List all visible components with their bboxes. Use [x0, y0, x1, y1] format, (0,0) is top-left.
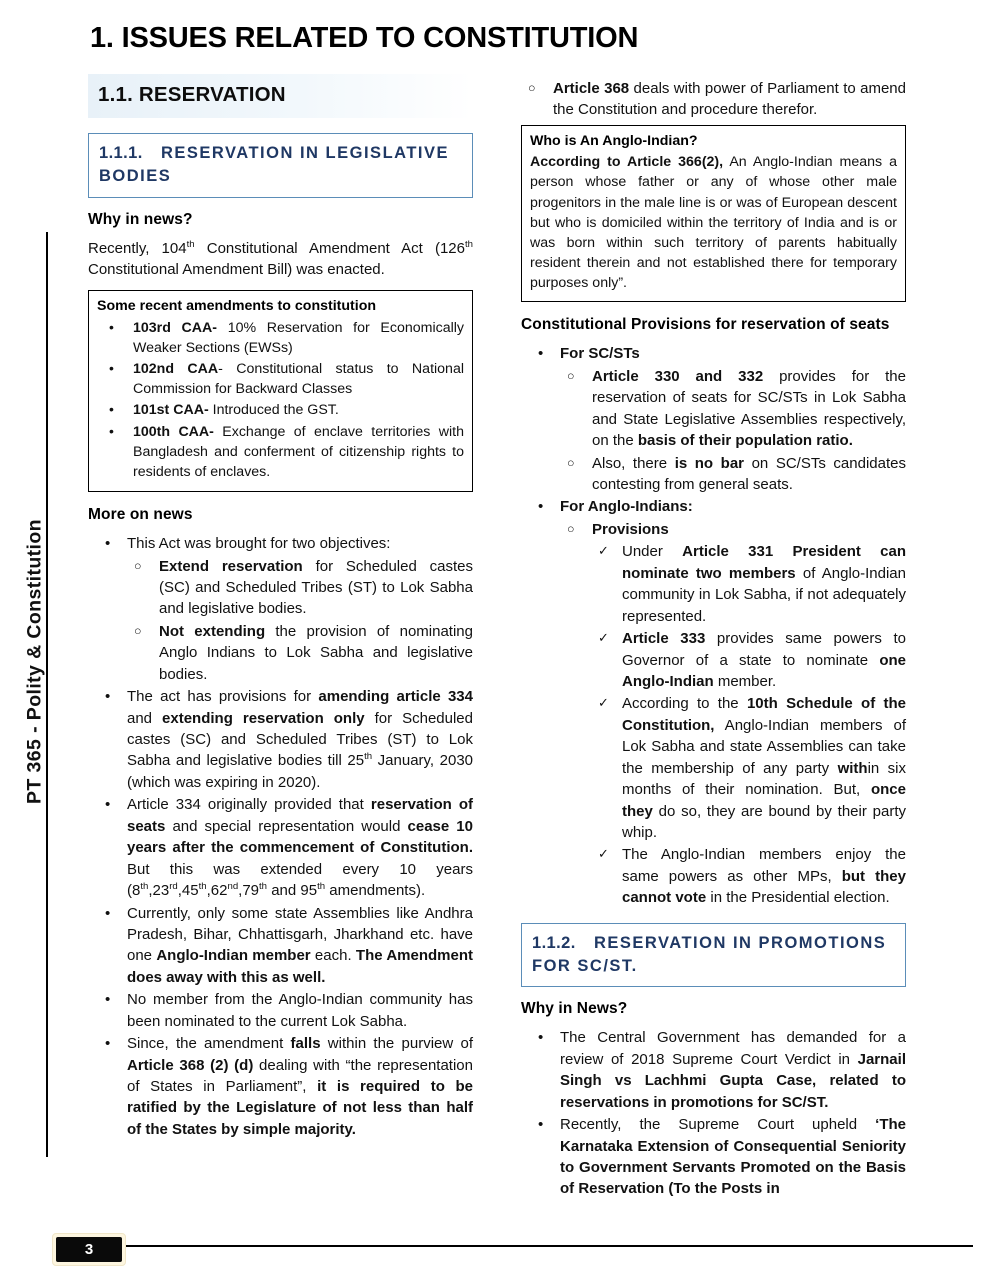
chk3-b3: once they	[622, 781, 906, 820]
anglo-sublist	[560, 519, 906, 909]
prom-b1-b1: Jarnail Singh vs Lachhmi Gupta Case, related to reservations in promotions for SC/ST.	[560, 1050, 906, 1111]
chk2-b1: Article 333	[622, 630, 706, 648]
provisions-list	[521, 343, 906, 908]
list-item	[592, 693, 906, 843]
objective-2-rest: the provision of nominating Anglo Indians to Lok Sabha and legislative bodies.	[159, 622, 473, 683]
list-item	[88, 794, 473, 901]
mon-b2-p1: The act has provisions for	[127, 688, 319, 706]
list-item	[88, 903, 473, 989]
scst-label: For SC/STs	[560, 345, 640, 363]
section-heading-1-1: 1.1. RESERVATION	[88, 74, 473, 118]
amendment-label: 102nd CAA	[133, 361, 219, 378]
list-item	[592, 541, 906, 627]
anglo-label: For Anglo-Indians:	[560, 498, 693, 516]
list-item	[521, 78, 906, 121]
disc-bullet-icon: •	[109, 360, 114, 377]
scst-s1-mid: provides for the reservation of seats for SC/STs in Lok Sabha and State Legislative Assemblies respectively, on the	[592, 367, 906, 450]
chk1-p1: Under	[622, 543, 683, 561]
mon-b3-sup3: th	[198, 881, 207, 893]
why-in-news-heading-2: Why in News?	[521, 1000, 628, 1018]
mon-b4-p2: each.	[310, 947, 356, 965]
mon-b2-sup: th	[364, 751, 373, 763]
article368-text: deals with power of Parliament to amend the Constitution and procedure therefor.	[553, 80, 906, 119]
chk2-p1: provides same powers to Governor of a state to nominate	[622, 630, 906, 669]
circle-bullet-icon: ○	[134, 558, 142, 573]
amendment-text: Introduced the GST.	[208, 402, 339, 419]
mon-b6-b2: Article 368 (2) (d)	[127, 1056, 254, 1074]
mon-b1-text: This Act was brought for two objectives:	[127, 535, 391, 553]
mon-b6-p1: Since, the amendment	[127, 1035, 291, 1053]
disc-bullet-icon: •	[105, 904, 111, 922]
right-column	[521, 74, 906, 1201]
chk3-b1: 10th Schedule of the Constitution,	[622, 695, 906, 734]
disc-bullet-icon: •	[109, 401, 114, 418]
amendments-box-title: Some recent amendments to constitution	[97, 298, 377, 315]
chk4-p2: in the Presidential election.	[706, 889, 890, 907]
mon-b5: No member from the Anglo-Indian community has been nominated to the current Lok Sabha.	[127, 991, 473, 1030]
chk3-p4: do so, they are bound by their party whip.	[622, 802, 906, 842]
disc-bullet-icon: •	[105, 535, 111, 553]
objective-1-bold: Extend reservation	[159, 557, 303, 575]
chk1-b1: Article 331 President can nominate two members	[622, 543, 906, 582]
promotions-news-list	[521, 1027, 906, 1200]
list-item	[88, 989, 473, 1032]
list-item	[521, 1027, 906, 1113]
mon-b3-p5: ,45	[177, 882, 199, 900]
amendments-list	[97, 318, 464, 482]
article368-list	[521, 78, 906, 121]
mon-b3-p9: amendments).	[325, 882, 426, 900]
more-on-news-list	[88, 533, 473, 1140]
mon-b6-p3: dealing with “the representation of States in Parliament”,	[127, 1056, 473, 1096]
list-item	[521, 343, 906, 495]
circle-bullet-icon: ○	[567, 368, 575, 383]
circle-bullet-icon: ○	[567, 521, 575, 536]
list-item	[592, 628, 906, 692]
anglo-check-list	[592, 541, 906, 908]
mon-b3-sup1: th	[140, 881, 149, 893]
disc-bullet-icon: •	[105, 688, 111, 706]
mon-b4-b2: The Amendment does away with this as well.	[127, 947, 473, 986]
list-item	[88, 533, 473, 685]
chk3-p1: According to the	[622, 695, 747, 713]
amendment-text: Exchange of enclave territories with Bangladesh and conferment of citizenship rights to residents of enclaves.	[133, 423, 464, 480]
scst-s2-p1: Also, there	[592, 454, 675, 472]
mon-b2-p2: and	[127, 709, 163, 727]
prom-b2-b1: ‘The Karnataka Extension of Consequential Seniority to Government Servants Promoted on the Basis of Reservation (To the Posts in	[560, 1116, 906, 1198]
check-bullet-icon: ✓	[598, 543, 609, 559]
chk4-p1: The Anglo-Indian members enjoy the same powers as other MPs,	[622, 846, 906, 885]
list-item	[560, 453, 906, 496]
disc-bullet-icon: •	[538, 1116, 544, 1134]
disc-bullet-icon: •	[538, 345, 544, 363]
mon-b3-sup6: th	[317, 881, 326, 893]
check-bullet-icon: ✓	[598, 630, 609, 646]
mon-b3-p3: But this was extended every 10 years (8	[127, 860, 473, 900]
mon-b3-p7: ,79	[238, 882, 260, 900]
prom-b2-p1: Recently, the Supreme Court upheld	[560, 1116, 876, 1134]
anglo-box-lead: According to Article 366(2),	[530, 154, 724, 171]
list-item	[127, 621, 473, 685]
mon-b2-p4: January, 2030 (which was expiring in 2020).	[127, 752, 474, 791]
chk1-p2: of Anglo-Indian community in Lok Sabha, if not adequately represented.	[622, 564, 906, 625]
mon-b6-b3: it is required to be ratified by the Legislature of not less than half of the States by simple majority.	[127, 1078, 473, 1138]
objective-2-bold: Not extending	[159, 622, 266, 640]
wn-sup-b: th	[464, 238, 473, 250]
left-column	[88, 74, 473, 1141]
section-title-1-1-1: RESERVATION IN LEGISLATIVE BODIES	[99, 144, 450, 185]
footer-rule	[118, 1245, 973, 1247]
objective-1-rest: for Scheduled castes (SC) and Scheduled Tribes (ST) to Lok Sabha and legislative bodies.	[159, 557, 473, 618]
mon-b3-p2: and special representation would	[165, 817, 408, 835]
why-in-news-heading: Why in news?	[88, 210, 193, 228]
scst-s2-b1: is no bar	[674, 454, 745, 472]
anglo-provisions-label: Provisions	[592, 520, 669, 538]
mon-b3-p4: ,23	[148, 882, 170, 900]
list-item	[88, 1033, 473, 1140]
section-heading-1-1-2	[521, 923, 906, 988]
disc-bullet-icon: •	[105, 796, 111, 814]
list-item	[560, 519, 906, 909]
list-item	[592, 844, 906, 908]
chk2-p2: member.	[713, 672, 777, 690]
mon-b2-b1: amending article 334	[318, 688, 473, 706]
wn-text-c: Constitutional Amendment Bill) was enacted.	[88, 260, 385, 278]
section-heading-1-1-1	[88, 133, 473, 198]
wn-sup-a: th	[186, 238, 195, 250]
page-title: 1. ISSUES RELATED TO CONSTITUTION	[90, 22, 639, 54]
mon-b3-b2: cease 10 years after the commencement of Constitution.	[127, 817, 473, 857]
mon-b3-sup2: rd	[169, 881, 178, 893]
mon-b3-p1: Article 334 originally provided that	[127, 796, 371, 814]
mon-b4-b1: Anglo-Indian member	[156, 947, 311, 965]
section-title-1-1-2: RESERVATION IN PROMOTIONS FOR SC/ST.	[532, 933, 887, 975]
anglo-box-body	[530, 152, 897, 293]
mon-b6-p2: within the purview of	[320, 1035, 473, 1053]
chk3-p2: Anglo-Indian members of Lok Sabha and state Assemblies can take the membership of any party	[622, 716, 906, 777]
list-item	[560, 366, 906, 452]
chk3-p3: in six months of their nomination. But,	[622, 759, 906, 799]
more-on-news-heading: More on news	[88, 506, 193, 524]
mon-b3-sup5: th	[259, 881, 268, 893]
page-number-badge	[52, 1233, 126, 1266]
wn-text-a: Recently, 104	[88, 239, 187, 257]
mon-b3-b1: reservation of seats	[127, 796, 474, 835]
mon-b3-p6: ,62	[206, 882, 228, 900]
disc-bullet-icon: •	[538, 498, 544, 516]
check-bullet-icon: ✓	[598, 695, 609, 711]
page-number-value: 3	[56, 1237, 122, 1262]
scst-s1-bold: Article 330 and 332	[592, 367, 764, 385]
check-bullet-icon: ✓	[598, 846, 609, 862]
list-item	[88, 686, 473, 793]
list-item	[97, 400, 464, 420]
list-item	[97, 422, 464, 482]
mon-b2-p3: for Scheduled castes (SC) and Scheduled Tribes (ST) to Lok Sabha and legislative bodies till 25	[127, 709, 473, 770]
mon-b2-b2: extending reservation only	[162, 709, 365, 727]
why-in-news-paragraph	[88, 238, 473, 281]
section-number-1-1-2: 1.1.2.	[532, 933, 576, 952]
list-item	[97, 359, 464, 399]
amendment-text: 10% Reservation for Economically Weaker Sections (EWSs)	[133, 319, 464, 357]
chk3-b2: with	[837, 759, 868, 777]
section-number-1-1-1: 1.1.1.	[99, 144, 143, 162]
circle-bullet-icon: ○	[567, 455, 575, 470]
amendments-infobox	[88, 290, 473, 492]
article368-label: Article 368	[553, 80, 630, 97]
circle-bullet-icon: ○	[134, 623, 142, 638]
list-item	[127, 556, 473, 620]
mon-b3-p8: and 95	[267, 882, 318, 900]
disc-bullet-icon: •	[109, 422, 114, 439]
scst-s1-bold2: basis of their population ratio.	[637, 432, 853, 450]
list-item	[521, 1114, 906, 1200]
list-item	[97, 318, 464, 358]
mon-b4-p1: Currently, only some state Assemblies like Andhra Pradesh, Bihar, Chhattisgarh, Jharkhand etc. have one	[127, 904, 473, 965]
prom-b1-p1: The Central Government has demanded for a review of 2018 Supreme Court Verdict in	[560, 1029, 906, 1068]
chk4-b1: but they cannot vote	[622, 867, 906, 907]
amendment-text: - Constitutional status to National Commission for Backward Classes	[133, 361, 464, 398]
list-item	[521, 496, 906, 908]
mon-b6-b1: falls	[290, 1035, 321, 1053]
scst-sublist	[560, 366, 906, 496]
scst-s2-p2: on SC/STs candidates contesting from general seats.	[592, 454, 906, 494]
anglo-box-text: An Anglo-Indian means a person whose father or any of whose other male progenitors in the male line is or was of European descent but who is domiciled within the territory of India and is or was born within such territory of parents habitually resident therein and not established there for temporary purposes only”.	[530, 154, 897, 292]
amendment-label: 101st CAA-	[133, 402, 209, 419]
mon-b3-sup4: nd	[227, 881, 239, 893]
disc-bullet-icon: •	[105, 991, 111, 1009]
objectives-sublist	[127, 556, 473, 686]
amendment-label: 100th CAA-	[133, 423, 214, 440]
anglo-box-title: Who is An Anglo-Indian?	[530, 132, 698, 149]
provisions-heading: Constitutional Provisions for reservation of seats	[521, 316, 890, 334]
wn-text-b: Constitutional Amendment Act (126	[194, 239, 465, 257]
amendment-label: 103rd CAA-	[133, 319, 218, 336]
disc-bullet-icon: •	[105, 1035, 111, 1053]
sidebar-book-label: PT 365 - Polity & Constitution	[23, 519, 46, 805]
disc-bullet-icon: •	[109, 318, 114, 335]
disc-bullet-icon: •	[538, 1029, 544, 1047]
anglo-indian-infobox	[521, 125, 906, 303]
circle-bullet-icon: ○	[528, 81, 536, 95]
chk2-b2: one Anglo-Indian	[622, 651, 906, 690]
